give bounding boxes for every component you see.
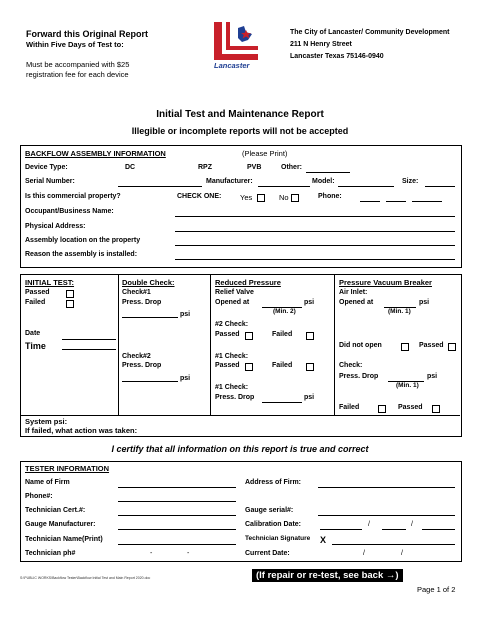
pvb-passed2-label: Passed — [398, 404, 423, 411]
cert-label: Technician Cert.#: — [25, 507, 86, 514]
name-firm-label: Name of Firm — [25, 479, 70, 486]
size-label: Size: — [402, 178, 419, 185]
rp-c2-failed-checkbox[interactable] — [306, 332, 314, 340]
rp-c1-passed-label: Passed — [215, 362, 240, 369]
tech-signature-label: Technician Signature — [245, 535, 311, 542]
pvb-failed-label: Failed — [339, 404, 360, 411]
phone-field-3[interactable] — [412, 201, 442, 202]
double-check-heading: Double Check: — [122, 278, 175, 287]
model-field[interactable] — [338, 186, 394, 187]
tech-name-field[interactable] — [118, 544, 236, 545]
current-date-slash-2: / — [401, 550, 403, 557]
physical-label: Physical Address: — [25, 223, 86, 230]
forward-title: Forward this Original Report — [26, 29, 149, 39]
reason-field[interactable] — [175, 259, 455, 260]
address-firm-label: Address of Firm: — [245, 479, 302, 486]
date-field[interactable] — [62, 339, 116, 340]
gauge-serial-field[interactable] — [318, 515, 455, 516]
name-firm-field[interactable] — [118, 487, 236, 488]
manufacturer-field[interactable] — [258, 186, 310, 187]
no-checkbox[interactable] — [291, 194, 299, 202]
location-field[interactable] — [175, 245, 455, 246]
calibration-slash-1: / — [368, 521, 370, 528]
other-field[interactable] — [306, 172, 350, 173]
rp-c2-passed-label: Passed — [215, 331, 240, 338]
within-five-days: Within Five Days of Test to: — [26, 40, 124, 49]
if-failed-label: If failed, what action was taken: — [25, 426, 138, 435]
dc-press-drop-2-field[interactable] — [122, 381, 178, 382]
system-psi-separator — [21, 415, 460, 416]
city-address-line1: The City of Lancaster/ Community Development — [290, 29, 450, 36]
pvb-press-drop-label: Press. Drop — [339, 373, 379, 380]
reduced-pressure-heading: Reduced Pressure — [215, 278, 281, 287]
device-pvb[interactable]: PVB — [247, 164, 262, 171]
pvb-check-label: Check: — [339, 362, 363, 369]
rp-c1-failed-label: Failed — [272, 362, 293, 369]
address-firm-field[interactable] — [318, 487, 455, 488]
rp-c1-failed-checkbox[interactable] — [306, 363, 314, 371]
time-field[interactable] — [62, 349, 116, 350]
yes-label: Yes — [240, 193, 253, 202]
rp-min2: (Min. 2) — [273, 308, 296, 315]
initial-passed-checkbox[interactable] — [66, 290, 74, 298]
dc-check1-label: Check#1 — [122, 289, 151, 296]
rp-psi-drop: psi — [304, 394, 315, 401]
did-not-open-label: Did not open — [339, 342, 382, 349]
assembly-heading: BACKFLOW ASSEMBLY INFORMATION — [25, 149, 166, 158]
did-not-open-checkbox[interactable] — [401, 343, 409, 351]
rp-press-drop-field[interactable] — [262, 402, 302, 403]
current-date-label: Current Date: — [245, 550, 290, 557]
occupant-label: Occupant/Business Name: — [25, 208, 114, 215]
pvb-opened-at-label: Opened at — [339, 299, 374, 306]
device-dc[interactable]: DC — [125, 164, 136, 171]
signature-x: X — [320, 535, 327, 545]
rp-check1b-label: #1 Check: — [215, 384, 249, 391]
physical-field[interactable] — [175, 231, 455, 232]
tech-ph-dash-2: - — [187, 550, 190, 557]
initial-test-heading: INITIAL TEST: — [25, 278, 75, 287]
rp-check1-label: #1 Check: — [215, 353, 249, 360]
tech-ph-label: Technician ph# — [25, 550, 76, 557]
rp-psi-opened: psi — [304, 299, 315, 306]
divider-2 — [210, 275, 211, 415]
report-title: Initial Test and Maintenance Report — [156, 109, 324, 120]
logo-wordmark: Lancaster — [214, 61, 250, 70]
model-label: Model: — [312, 178, 335, 185]
phone-tester-field[interactable] — [118, 501, 236, 502]
please-print: (Please Print) — [242, 149, 288, 158]
device-rpz[interactable]: RPZ — [198, 164, 212, 171]
fee-note-1: Must be accompanied with $25 — [26, 60, 130, 69]
dc-press-drop-2-label: Press. Drop — [122, 362, 162, 369]
size-field[interactable] — [425, 186, 455, 187]
tester-heading: TESTER INFORMATION — [25, 464, 110, 473]
certify-statement: I certify that all information on this report is true and correct — [111, 444, 369, 454]
cert-field[interactable] — [118, 515, 236, 516]
signature-field[interactable] — [332, 544, 455, 545]
rp-press-drop-label: Press. Drop — [215, 394, 255, 401]
tech-ph-dash-1: - — [150, 550, 153, 557]
pvb-passed2-checkbox[interactable] — [432, 405, 440, 413]
fee-note-2: registration fee for each device — [26, 70, 129, 79]
yes-checkbox[interactable] — [257, 194, 265, 202]
device-other-label: Other: — [281, 164, 302, 171]
dc-psi-1: psi — [180, 311, 191, 318]
calibration-year-field[interactable] — [422, 529, 455, 530]
pvb-min1-a: (Min. 1) — [388, 308, 411, 315]
divider-3 — [334, 275, 335, 415]
gauge-mfr-label: Gauge Manufacturer: — [25, 521, 96, 528]
rp-c2-failed-label: Failed — [272, 331, 293, 338]
phone-field-1[interactable] — [360, 201, 380, 202]
initial-failed-checkbox[interactable] — [66, 300, 74, 308]
occupant-field[interactable] — [175, 216, 455, 217]
dc-press-drop-1-field[interactable] — [122, 317, 178, 318]
time-label: Time — [25, 341, 46, 351]
current-date-slash-1: / — [363, 550, 365, 557]
system-psi-label: System psi: — [25, 417, 68, 426]
commercial-label: Is this commercial property? — [25, 193, 121, 200]
calibration-day-field[interactable] — [382, 529, 406, 530]
initial-passed-label: Passed — [25, 289, 50, 296]
tester-section — [20, 461, 462, 562]
pvb-min1-b: (Min. 1) — [396, 382, 419, 389]
pvb-psi-drop: psi — [427, 373, 438, 380]
calibration-month-field[interactable] — [320, 529, 362, 530]
calibration-slash-2: / — [411, 521, 413, 528]
no-label: No — [279, 193, 289, 202]
dc-psi-2: psi — [180, 375, 191, 382]
phone-tester-label: Phone#: — [25, 493, 53, 500]
city-address-line2: 211 N Henry Street — [290, 41, 352, 48]
tech-name-label: Technician Name(Print) — [25, 536, 103, 543]
phone-field-2[interactable] — [386, 201, 406, 202]
date-label: Date — [25, 330, 41, 337]
device-type-label: Device Type: — [25, 164, 68, 171]
air-inlet-label: Air Inlet: — [339, 289, 368, 296]
rp-c2-passed-checkbox[interactable] — [245, 332, 253, 340]
relief-valve-label: Relief Valve — [215, 289, 254, 296]
initial-failed-label: Failed — [25, 299, 46, 306]
reason-label: Reason the assembly is installed: — [25, 251, 138, 258]
dc-press-drop-1-label: Press. Drop — [122, 299, 162, 306]
phone-label: Phone: — [318, 193, 342, 200]
serial-label: Serial Number: — [25, 178, 75, 185]
pvb-passed-checkbox[interactable] — [448, 343, 456, 351]
gauge-mfr-field[interactable] — [118, 529, 236, 530]
rp-opened-at-label: Opened at — [215, 299, 250, 306]
report-subtitle: Illegible or incomplete reports will not be accepted — [131, 126, 349, 136]
rp-c1-passed-checkbox[interactable] — [245, 363, 253, 371]
page-number: Page 1 of 2 — [417, 585, 456, 594]
location-label: Assembly location on the property — [25, 237, 141, 244]
pvb-psi-opened: psi — [419, 299, 430, 306]
pvb-failed-checkbox[interactable] — [378, 405, 386, 413]
pvb-passed-label: Passed — [419, 342, 444, 349]
dc-check2-label: Check#2 — [122, 353, 151, 360]
city-address-line3: Lancaster Texas 75146-0940 — [290, 53, 384, 60]
serial-field[interactable] — [118, 186, 202, 187]
pvb-heading: Pressure Vacuum Breaker — [339, 278, 432, 287]
calibration-label: Calibration Date: — [245, 521, 302, 528]
divider-1 — [118, 275, 119, 415]
manufacturer-label: Manufacturer: — [206, 178, 253, 185]
file-path: S:\PUBLIC WORKS\Backflow Tester\Backflow Initial Test and Main Report 2020.doc — [20, 576, 151, 580]
rp-check2-label: #2 Check: — [215, 321, 249, 328]
city-logo — [208, 20, 264, 72]
check-one-label: CHECK ONE: — [177, 193, 222, 200]
assembly-section — [20, 145, 462, 268]
gauge-serial-label: Gauge serial#: — [245, 507, 294, 514]
repair-retest-banner: (If repair or re-test, see back →) — [252, 569, 403, 582]
